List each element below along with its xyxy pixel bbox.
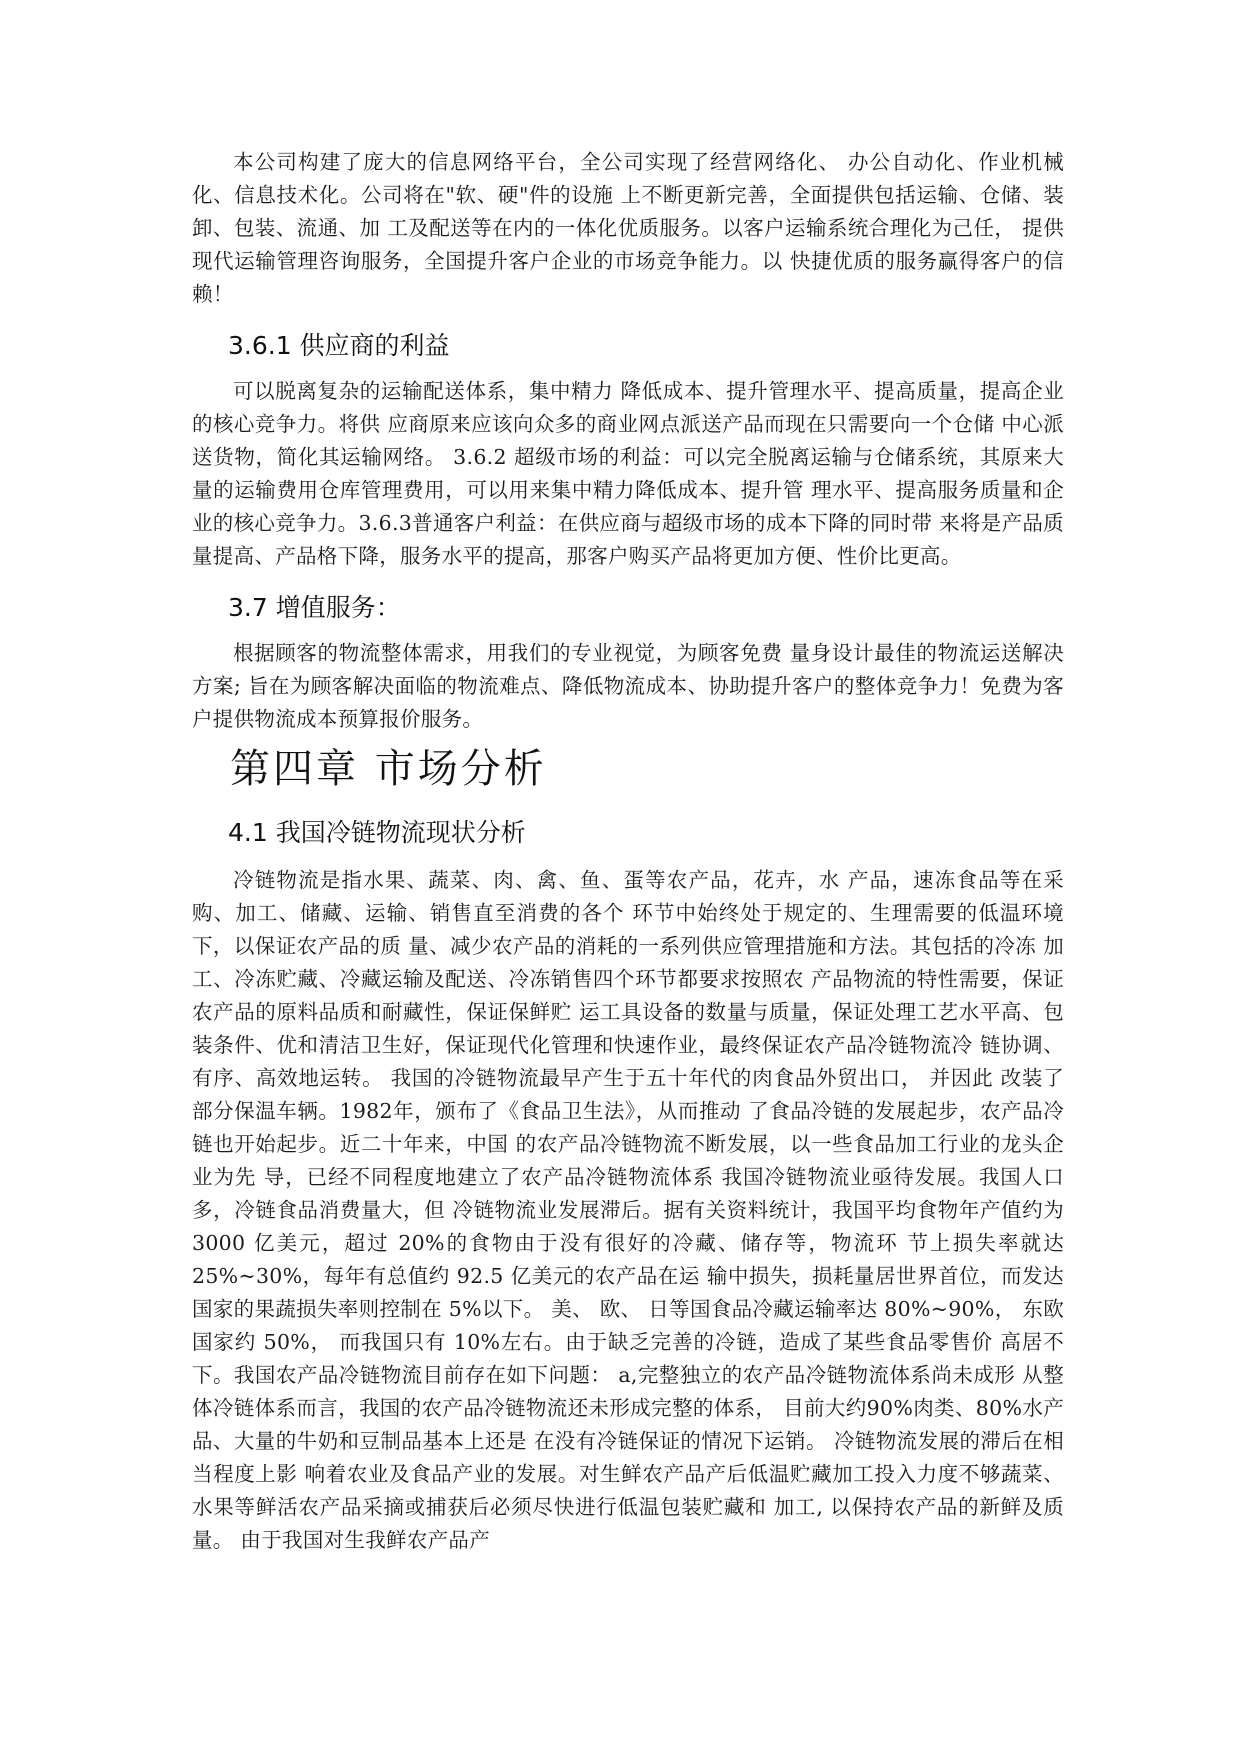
intro-paragraph: 本公司构建了庞大的信息网络平台，全公司实现了经营网络化、 办公自动化、作业机械化、信息技术化。公司将在"软、硬"件的设施 上不断更新完善，全面提供包括运输、仓储、装卸、包装、流通、加 工及配送等在内的一体化优质服务。以客户运输系统合理化为己任， 提供现代运输管理咨询服务，全国提升客户企业的市场竞争能力。以 快捷优质的服务赢得客户的信赖！: [192, 150, 1064, 306]
chapter-4-title: 第四章 市场分析: [230, 746, 547, 792]
section-3-7-heading: 3.7 增值服务：: [228, 593, 401, 622]
section-3-6-1-paragraph: 可以脱离复杂的运输配送体系，集中精力 降低成本、提升管理水平、提高质量，提高企业的核心竞争力。将供 应商原来应该向众多的商业网点派送产品而现在只需要向一个仓储 中心派送货物，简化其运输网络。 3.6.2 超级市场的利益：可以完全脱离运输与仓储系统，其原来大量的运输费用仓库管理费用，可以用来集中精力降低成本、提升管 理水平、提高服务质量和企业的核心竞争力。3.6.3普通客户利益：在供应商与超级市场的成本下降的同时带 来将是产品质量提高、产品格下降，服务水平的提高，那客户购买产品将更加方便、性价比更高。: [192, 379, 1064, 568]
section-4-1-heading: 4.1 我国冷链物流现状分析: [228, 818, 526, 847]
section-3-6-1-heading: 3.6.1 供应商的利益: [228, 331, 450, 360]
document-page: [192, 146, 1064, 1557]
section-4-1-paragraph: 冷链物流是指水果、蔬菜、肉、禽、鱼、蛋等农产品，花卉，水 产品，速冻食品等在采购、加工、储藏、运输、销售直至消费的各个 环节中始终处于规定的、生理需要的低温环境下，以保证农产品的质 量、减少农产品的消耗的一系列供应管理措施和方法。其包括的冷冻 加工、冷冻贮藏、冷藏运输及配送、冷冻销售四个环节都要求按照农 产品物流的特性需要，保证农产品的原料品质和耐藏性，保证保鲜贮 运工具设备的数量与质量，保证处理工艺水平高、包装条件、优和清洁卫生好，保证现代化管理和快速作业，最终保证农产品冷链物流冷 链协调、有序、高效地运转。 我国的冷链物流最早产生于五十年代的肉食品外贸出口， 并因此 改装了部分保温车辆。1982年，颁布了《食品卫生法》，从而推动 了食品冷链的发展起步，农产品冷链也开始起步。近二十年来，中国 的农产品冷链物流不断发展，以一些食品加工行业的龙头企业为先 导，已经不同程度地建立了农产品冷链物流体系 我国冷链物流业亟待发展。我国人口多，冷链食品消费量大，但 冷链物流业发展滞后。据有关资料统计，我国平均食物年产值约为 3000 亿美元，超过 20%的食物由于没有很好的冷藏、储存等，物流环 节上损失率就达 25%~30%，每年有总值约 92.5 亿美元的农产品在运 输中损失，损耗量居世界首位，而发达国家的果蔬损失率则控制在 5%以下。 美、 欧、 日等国食品冷藏运输率达 80%~90%， 东欧国家约 50%， 而我国只有 10%左右。由于缺乏完善的冷链，造成了某些食品零售价 高居不下。我国农产品冷链物流目前存在如下问题： a,完整独立的农产品冷链物流体系尚未成形 从整体冷链体系而言，我国的农产品冷链物流还未形成完整的体系， 目前大约90%肉类、80%水产品、大量的牛奶和豆制品基本上还是 在没有冷链保证的情况下运销。 冷链物流发展的滞后在相当程度上影 响着农业及食品产业的发展。对生鲜农产品产后低温贮藏加工投入力度不够蔬菜、 水果等鲜活农产品采摘或捕获后必须尽快进行低温包装贮藏和 加工, 以保持农产品的新鲜及质量。 由于我国对生我鲜农产品产: [192, 868, 1064, 1552]
section-3-7-paragraph: 根据顾客的物流整体需求，用我们的专业视觉，为顾客免费 量身设计最佳的物流运送解决方案; 旨在为顾客解决面临的物流难点、降低物流成本、协助提升客户的整体竞争力！免费为客户提供物流成本预算报价服务。: [192, 641, 1064, 731]
